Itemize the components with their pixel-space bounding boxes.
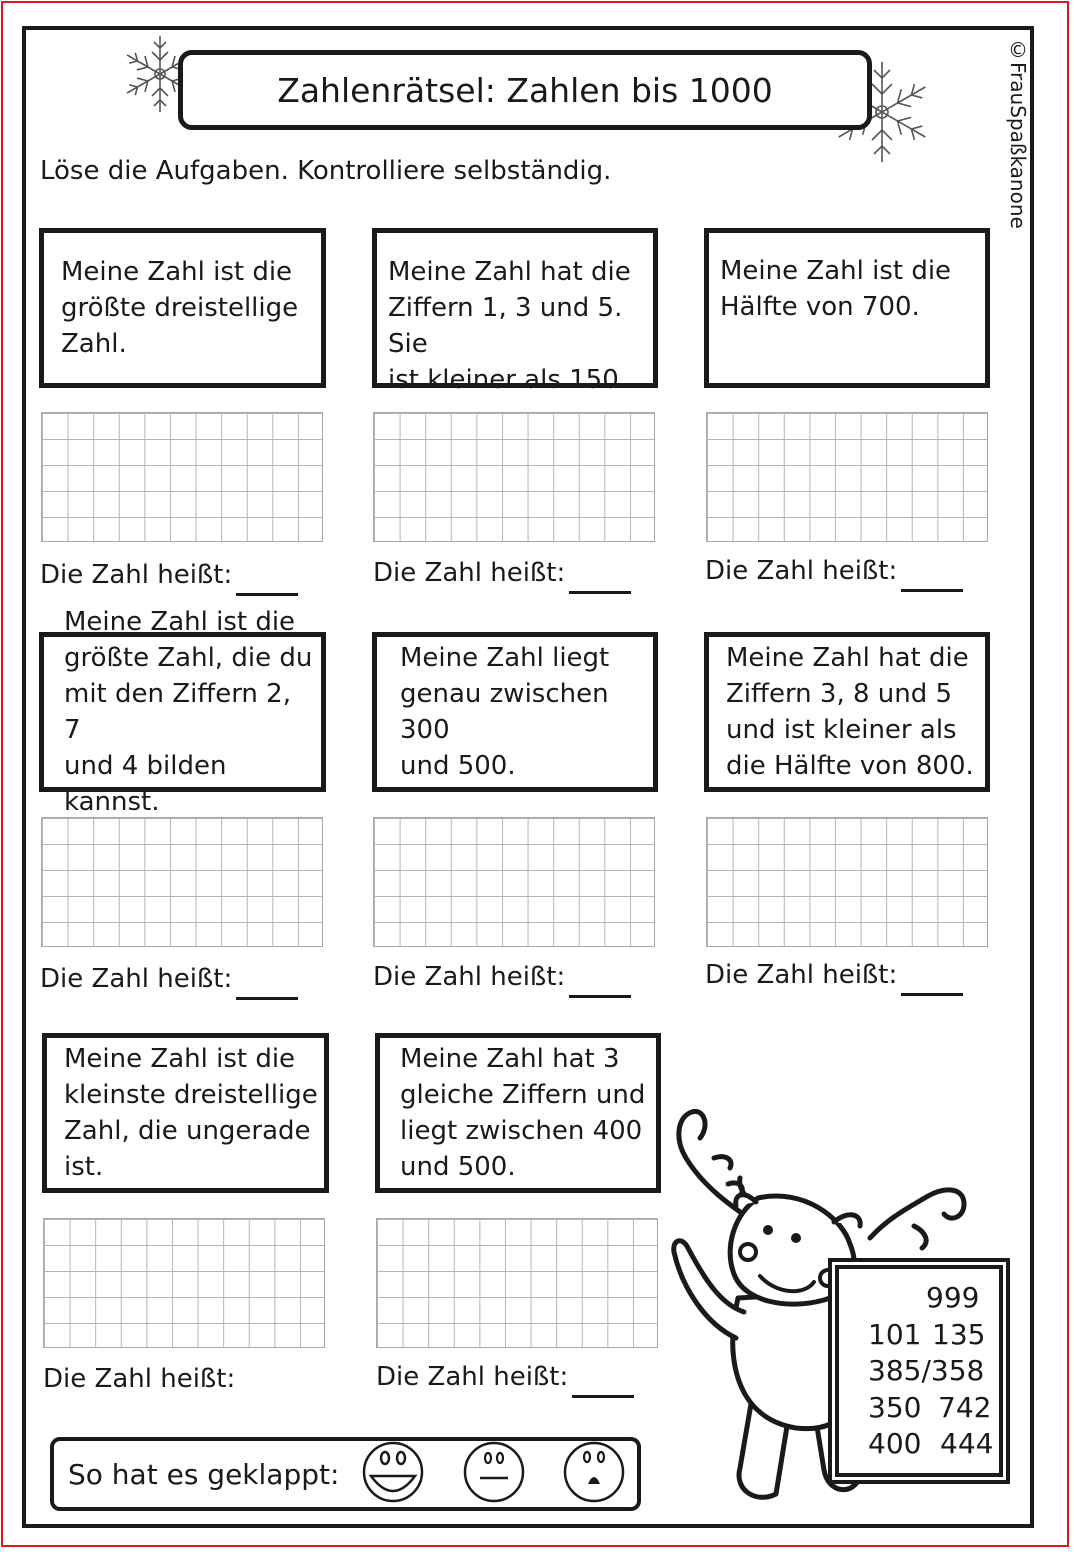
answer-label: Die Zahl heißt: <box>373 962 566 992</box>
riddle-line: und 4 bilden kannst. <box>64 751 227 817</box>
riddle-line: Ziffern 3, 8 und 5 <box>726 679 953 709</box>
riddle-line: die Hälfte von 800. <box>726 751 974 781</box>
answer-grid[interactable] <box>41 412 323 542</box>
solution-number: 385/358 <box>868 1354 985 1387</box>
solution-number: 742 <box>938 1391 992 1424</box>
answer-line-7[interactable] <box>43 1364 235 1394</box>
solution-number: 999 <box>926 1281 980 1314</box>
solution-number: 101 <box>868 1318 922 1351</box>
riddle-line: größte dreistellige <box>61 293 299 323</box>
riddle-line: größte Zahl, die du <box>64 643 313 673</box>
riddle-card-3 <box>704 228 990 388</box>
neutral-face-icon[interactable] <box>462 1440 526 1504</box>
riddle-line: gleiche Ziffern und <box>400 1080 646 1110</box>
riddle-line: Meine Zahl ist die <box>720 256 952 286</box>
riddle-line: liegt zwischen 400 <box>400 1116 643 1146</box>
riddle-line: Zahl, die ungerade <box>64 1116 311 1146</box>
riddle-line: ist. <box>64 1152 104 1182</box>
answer-grid[interactable] <box>373 412 655 542</box>
answer-line-4[interactable] <box>40 964 298 994</box>
answer-grid[interactable] <box>376 1218 658 1348</box>
riddle-line: und ist kleiner als <box>726 715 957 745</box>
riddle-line: und 500. <box>400 751 516 781</box>
riddle-line: Meine Zahl hat 3 <box>400 1044 620 1074</box>
riddle-line: genau zwischen 300 <box>400 679 609 745</box>
riddle-card-6 <box>704 632 990 792</box>
answer-grid[interactable] <box>41 817 323 947</box>
sad-face-icon[interactable] <box>562 1440 626 1504</box>
riddle-line: Zahl. <box>61 329 127 359</box>
answer-line-5[interactable] <box>373 962 631 992</box>
answer-label: Die Zahl heißt: <box>376 1362 569 1392</box>
riddle-line: Meine Zahl liegt <box>400 643 610 673</box>
riddle-line: Meine Zahl ist die <box>64 1044 296 1074</box>
answer-label: Die Zahl heißt: <box>40 964 233 994</box>
page-title <box>178 50 872 130</box>
answer-line-8[interactable] <box>376 1362 634 1392</box>
riddle-line: Meine Zahl ist die <box>64 607 296 637</box>
answer-line-3[interactable] <box>705 556 963 586</box>
happy-face-icon[interactable] <box>361 1440 425 1504</box>
riddle-line: und 500. <box>400 1152 516 1182</box>
riddle-line: ist kleiner als 150. <box>388 365 628 395</box>
riddle-line: Meine Zahl ist die <box>61 257 293 287</box>
answer-grid[interactable] <box>43 1218 325 1348</box>
solution-number: 135 <box>932 1318 986 1351</box>
copyright-note: ©FrauSpaßkanone <box>1006 38 1030 229</box>
title-text: Zahlenrätsel: Zahlen bis 1000 <box>277 70 773 110</box>
riddle-line: kleinste dreistellige <box>64 1080 318 1110</box>
feedback-label: So hat es geklappt: <box>68 1457 340 1491</box>
feedback-box <box>50 1437 641 1511</box>
answer-blank[interactable] <box>236 997 298 1000</box>
riddle-card-7 <box>42 1033 329 1193</box>
answer-line-6[interactable] <box>705 960 963 990</box>
answer-blank[interactable] <box>901 993 963 996</box>
riddle-card-2 <box>372 228 658 395</box>
instruction-text: Löse die Aufgaben. Kontrolliere selbständig. <box>40 156 612 186</box>
answer-blank[interactable] <box>572 1395 634 1398</box>
riddle-line: Meine Zahl hat die <box>726 643 969 673</box>
riddle-card-5 <box>372 632 658 792</box>
solution-number: 350 <box>868 1391 922 1424</box>
riddle-line: Hälfte von 700. <box>720 292 920 322</box>
answer-blank[interactable] <box>569 591 631 594</box>
answer-line-2[interactable] <box>373 558 631 588</box>
answer-label: Die Zahl heißt: <box>43 1364 236 1394</box>
riddle-line: mit den Ziffern 2, 7 <box>64 679 291 745</box>
answer-blank[interactable] <box>236 593 298 596</box>
answer-line-1[interactable] <box>40 560 298 590</box>
solution-number: 400 <box>868 1427 922 1460</box>
answer-label: Die Zahl heißt: <box>40 560 233 590</box>
answer-blank[interactable] <box>901 589 963 592</box>
answer-label: Die Zahl heißt: <box>705 960 898 990</box>
answer-grid[interactable] <box>373 817 655 947</box>
riddle-card-1 <box>39 228 326 388</box>
answer-grid[interactable] <box>706 817 988 947</box>
riddle-line: Meine Zahl hat die <box>388 257 631 287</box>
solution-number: 444 <box>940 1427 994 1460</box>
answer-grid[interactable] <box>706 412 988 542</box>
riddle-card-4 <box>39 607 326 817</box>
answer-label: Die Zahl heißt: <box>705 556 898 586</box>
answer-label: Die Zahl heißt: <box>373 558 566 588</box>
answer-blank[interactable] <box>569 995 631 998</box>
riddle-card-8 <box>375 1033 661 1193</box>
riddle-line: Ziffern 1, 3 und 5. Sie <box>388 293 623 359</box>
